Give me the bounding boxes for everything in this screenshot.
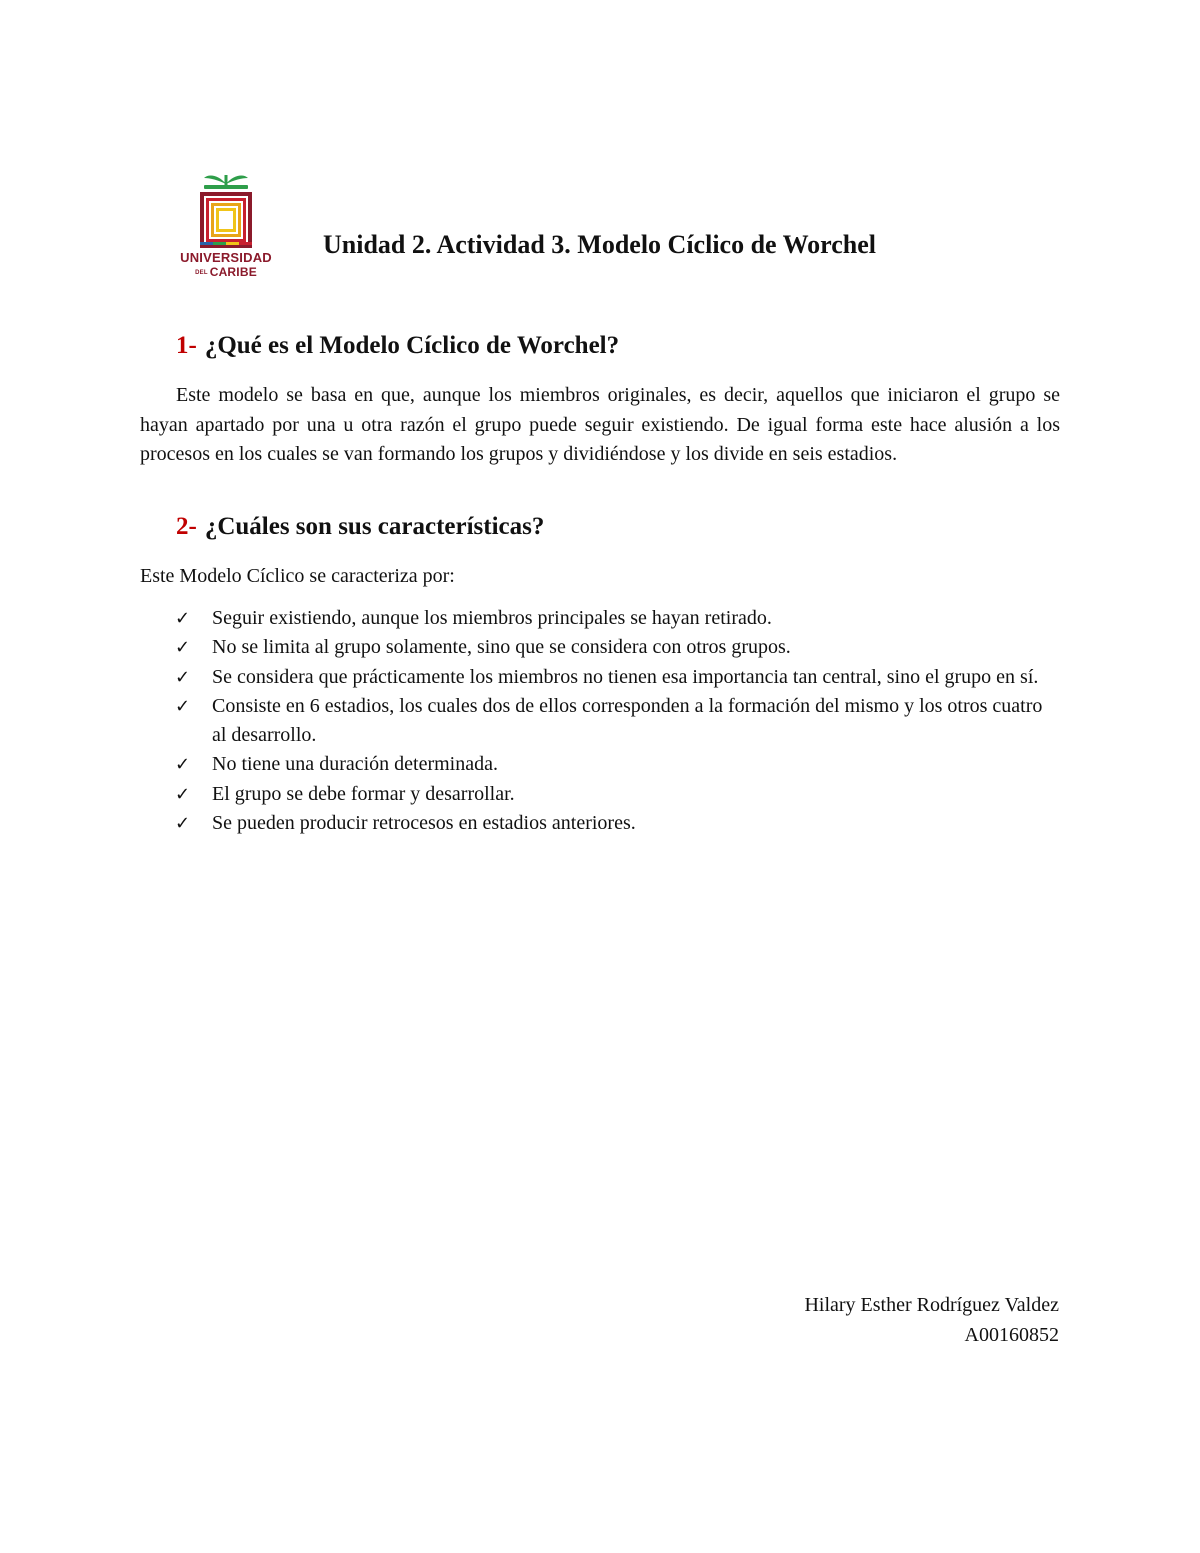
checkmark-icon: ✓ <box>175 637 191 659</box>
checkmark-icon: ✓ <box>175 695 191 717</box>
list-item-text: Se considera que prácticamente los miembros no tienen esa importancia tan central, sino el grupo en sí. <box>212 665 1039 688</box>
list-item-text: No se limita al grupo solamente, sino que se considera con otros grupos. <box>212 636 791 659</box>
characteristics-intro: Este Modelo Cíclico se caracteriza por: <box>140 565 455 587</box>
logo-text-del: DEL <box>195 269 208 276</box>
logo-text-line1: UNIVERSIDAD <box>180 250 272 265</box>
list-item <box>175 780 1060 809</box>
checkmark-icon: ✓ <box>175 813 191 835</box>
list-item <box>175 633 1060 662</box>
list-item <box>175 604 1060 633</box>
list-item-text: Consiste en 6 estadios, los cuales dos de ellos corresponden a la formación del mismo y los otros cuatro al desarrollo. <box>212 694 1043 747</box>
list-item-text: Se pueden producir retrocesos en estadios anteriores. <box>212 812 636 835</box>
question-1-heading <box>176 332 619 360</box>
question-1-number: 1- <box>176 332 197 359</box>
author-name: Hilary Esther Rodríguez Valdez <box>804 1294 1059 1316</box>
signature-block <box>804 1290 1059 1350</box>
checkmark-icon: ✓ <box>175 783 191 805</box>
list-item-text: El grupo se debe formar y desarrollar. <box>212 782 515 805</box>
list-item-text: No tiene una duración determinada. <box>212 753 498 776</box>
university-emblem-icon <box>178 172 274 250</box>
document-title: Unidad 2. Actividad 3. Modelo Cíclico de Worchel <box>323 230 877 259</box>
checkmark-icon: ✓ <box>175 608 191 629</box>
characteristics-list <box>175 604 1060 838</box>
logo-text-caribe: CARIBE <box>209 265 257 279</box>
logo-text-line2 <box>178 265 274 279</box>
list-item <box>175 750 1060 779</box>
checkmark-icon: ✓ <box>175 754 191 776</box>
university-logo <box>178 172 274 280</box>
list-item <box>175 809 1060 838</box>
checkmark-icon: ✓ <box>175 666 191 688</box>
list-item-text: Seguir existiendo, aunque los miembros principales se hayan retirado. <box>212 607 772 629</box>
answer-1-paragraph: Este modelo se basa en que, aunque los miembros originales, es decir, aquellos que iniciaron el grupo se hayan apartado por una u otra razón el grupo puede seguir existiendo. De igual forma este hace alusión a los procesos en los cuales se van formando los grupos y dividiéndose y los divide en seis estadios. <box>140 384 1060 465</box>
question-2-text: ¿Cuáles son sus características? <box>204 513 545 540</box>
student-id: A00160852 <box>964 1324 1059 1346</box>
question-2-number: 2- <box>176 513 197 540</box>
question-2-heading <box>176 513 544 541</box>
list-item <box>175 663 1060 692</box>
list-item <box>175 692 1060 751</box>
question-1-text: ¿Qué es el Modelo Cíclico de Worchel? <box>204 332 620 359</box>
